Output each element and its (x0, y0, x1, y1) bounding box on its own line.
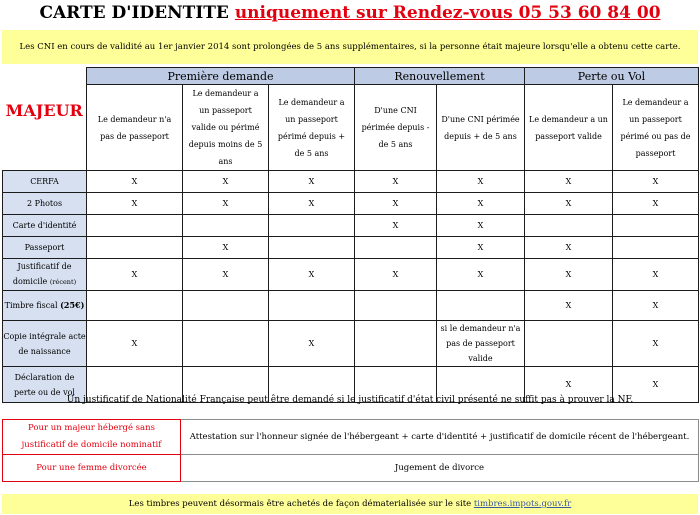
requirement-cell (269, 291, 355, 321)
column-header: Le demandeur a un passeport périmé depuis + de 5 ans (269, 85, 355, 171)
row-label-text: Passeport (24, 243, 65, 252)
column-header: D'une CNI périmée depuis - de 5 ans (355, 85, 437, 171)
case-value-heberge: Attestation sur l'honneur signée de l'hébergeant + carte d'identité + justificatif de domicile récent de l'hébergeant. (181, 420, 699, 455)
requirement-cell: X (87, 259, 183, 291)
column-header: Le demandeur a un passeport valide (525, 85, 613, 171)
requirement-cell (269, 237, 355, 259)
requirement-cell: X (613, 193, 699, 215)
requirement-cell: X (87, 321, 183, 367)
requirement-cell (269, 215, 355, 237)
requirement-cell: X (437, 259, 525, 291)
title-main: CARTE D'IDENTITE (39, 3, 229, 23)
row-label-text: Carte d'identité (12, 221, 77, 230)
requirement-cell: X (437, 215, 525, 237)
requirement-cell: X (183, 237, 269, 259)
requirement-cell: X (355, 215, 437, 237)
requirement-cell: X (269, 193, 355, 215)
row-label-text: CERFA (30, 177, 59, 186)
requirement-cell (355, 291, 437, 321)
requirement-cell: X (183, 171, 269, 193)
row-label (3, 291, 87, 321)
row-label (3, 215, 87, 237)
table-row (3, 171, 699, 193)
row-label-text: Copie intégrale acte de naissance (3, 331, 86, 356)
group-premiere-demande: Première demande (87, 68, 355, 85)
column-header: Le demandeur n'a pas de passeport (87, 85, 183, 171)
stamps-link[interactable]: timbres.impots.gouv.fr (473, 499, 572, 509)
requirement-cell (437, 291, 525, 321)
group-perte-ou-vol: Perte ou Vol (525, 68, 699, 85)
requirement-cell: X (355, 259, 437, 291)
column-header: D'une CNI périmée depuis + de 5 ans (437, 85, 525, 171)
column-header: Le demandeur a un passeport périmé ou pas de passeport (613, 85, 699, 171)
case-value-divorcee: Jugement de divorce (181, 455, 699, 482)
row-label-text: Justificatif de domicile (12, 262, 72, 286)
requirement-cell (525, 321, 613, 367)
nationality-note: Un justificatif de Nationalité Française peut être demandé si le justificatif d'état civil présenté ne suffit pas à prouver la NF. (66, 395, 634, 405)
requirement-cell: X (183, 193, 269, 215)
row-label-amount: (25€) (60, 300, 85, 310)
requirement-cell: X (355, 171, 437, 193)
special-cases-table (2, 419, 699, 482)
requirement-cell: X (437, 193, 525, 215)
row-label (3, 259, 87, 291)
requirement-cell (87, 291, 183, 321)
requirement-cell: X (87, 193, 183, 215)
requirement-cell: X (613, 367, 699, 403)
table-row (3, 291, 699, 321)
requirement-cell: X (183, 259, 269, 291)
requirement-cell: X (437, 237, 525, 259)
table-row (3, 259, 699, 291)
page-title (0, 2, 700, 24)
row-label (3, 321, 87, 367)
requirement-cell: si le demandeur n'a pas de passeport valide (437, 321, 525, 367)
row-label (3, 237, 87, 259)
requirement-cell (613, 215, 699, 237)
requirement-cell (613, 237, 699, 259)
requirement-cell (87, 215, 183, 237)
requirement-cell (87, 237, 183, 259)
requirement-cell: X (525, 171, 613, 193)
validity-banner: Les CNI en cours de validité au 1er janvier 2014 sont prolongées de 5 ans supplémentaires, si la personne était majeure lorsqu'elle a obtenu cette carte. (2, 30, 698, 64)
requirement-cell: X (525, 259, 613, 291)
requirement-cell: X (613, 259, 699, 291)
group-renouvellement: Renouvellement (355, 68, 525, 85)
requirement-cell: X (355, 193, 437, 215)
requirement-cell (525, 215, 613, 237)
requirement-cell (183, 291, 269, 321)
table-row (3, 321, 699, 367)
requirement-cell: X (269, 259, 355, 291)
requirement-cell: X (269, 171, 355, 193)
table-row (3, 215, 699, 237)
requirement-cell: X (525, 291, 613, 321)
requirement-cell (355, 237, 437, 259)
majeur-label: MAJEUR (5, 100, 83, 120)
stamps-text: Les timbres peuvent désormais être achetés de façon dématerialisée sur le site (128, 499, 472, 509)
requirement-cell: X (269, 321, 355, 367)
requirement-cell: X (525, 367, 613, 403)
requirement-cell (183, 321, 269, 367)
requirement-cell: X (87, 171, 183, 193)
requirement-cell: X (613, 171, 699, 193)
requirement-cell: X (525, 237, 613, 259)
requirement-cell: X (525, 193, 613, 215)
case-label-heberge: Pour un majeur hébergé sans justificatif de domicile nominatif (3, 420, 181, 455)
column-header: Le demandeur a un passeport valide ou périmé depuis moins de 5 ans (183, 85, 269, 171)
table-row (3, 193, 699, 215)
row-label-suffix: (récent) (49, 278, 77, 286)
requirement-cell (183, 215, 269, 237)
stamps-banner (2, 494, 698, 514)
title-appointment: uniquement sur Rendez-vous 05 53 60 84 00 (234, 3, 661, 23)
row-label-text: 2 Photos (26, 199, 63, 208)
requirements-table (2, 67, 699, 403)
row-label-text: Timbre fiscal (4, 301, 58, 310)
table-row (3, 237, 699, 259)
requirement-cell: X (613, 291, 699, 321)
requirement-cell (355, 321, 437, 367)
row-label (3, 171, 87, 193)
case-label-divorcee: Pour une femme divorcée (3, 455, 181, 482)
row-label (3, 193, 87, 215)
requirement-cell: X (437, 171, 525, 193)
requirement-cell: X (613, 321, 699, 367)
row-label-text: Déclaration de perte ou de vol (14, 372, 75, 397)
